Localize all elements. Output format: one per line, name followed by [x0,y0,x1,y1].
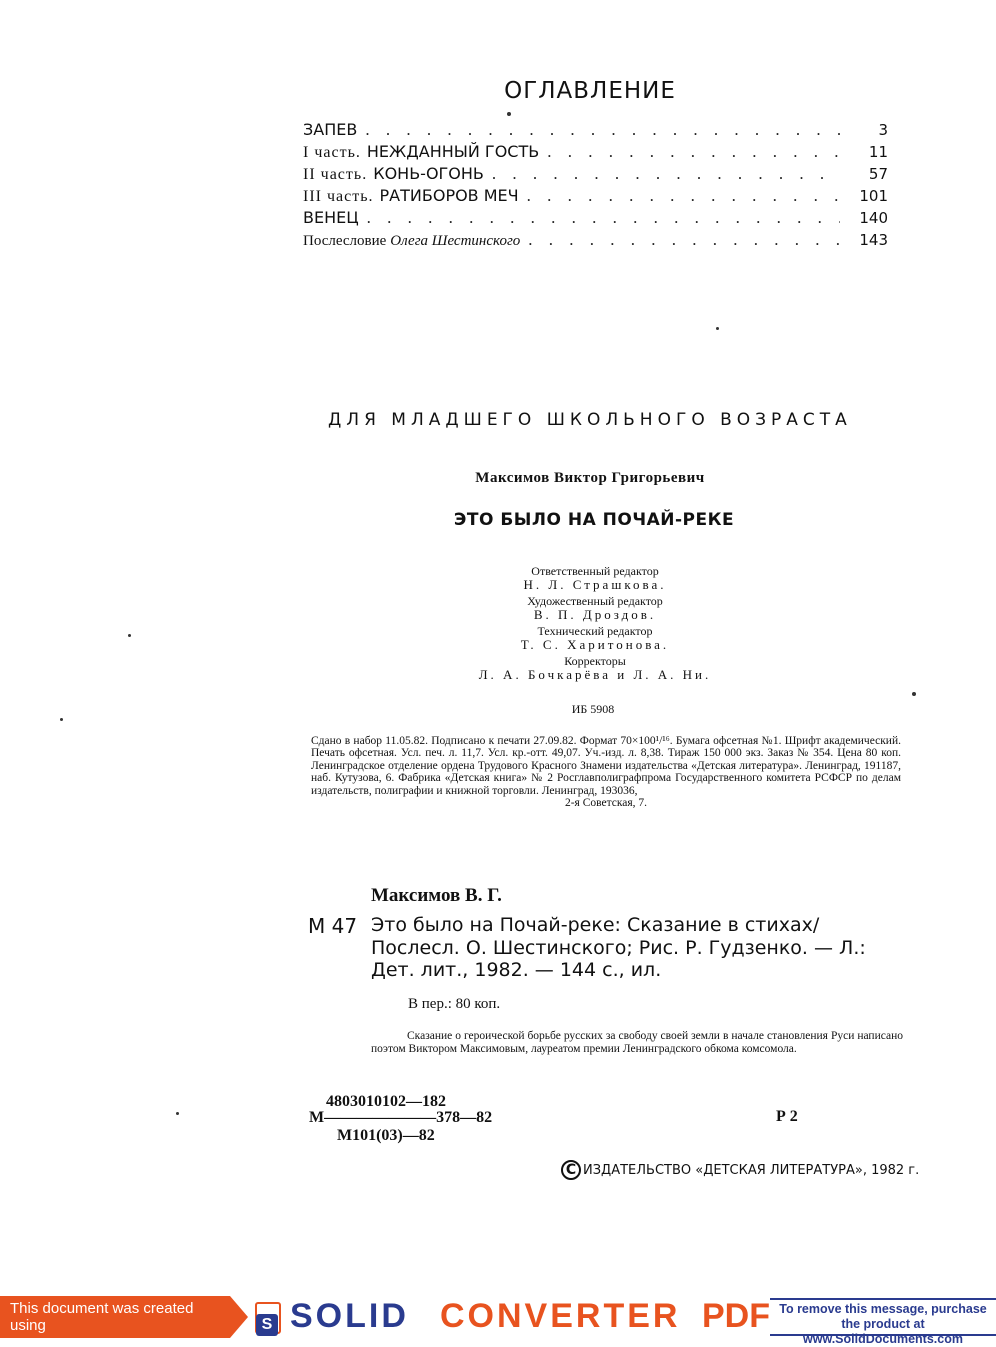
toc-entry-page: 101 [859,187,888,205]
banner-arrow-icon [230,1296,248,1338]
solid-logo-icon: S [256,1314,278,1336]
catalog-number-line: М———————378—82 [309,1109,493,1126]
scan-speck [176,1112,179,1115]
bib-line: Это было на Почай-реке: Сказание в стихах/ [371,914,820,936]
credit-role: Художественный редактор [527,594,663,608]
annotation: Сказание о героической борьбе русских за свободу своей земли в начале становления Руси написано поэтом Виктором Максимовым, лауреатом премии Ленинградского обкома комсомола. [371,1030,903,1055]
credits [0,565,996,685]
banner-left-text: This document was created using [0,1296,230,1338]
credit-name: Т. С. Харитонова. [520,637,670,652]
scan-speck [716,327,719,330]
book-title: ЭТО БЫЛО НА ПОЧАЙ-РЕКЕ [453,510,735,530]
toc-entry-page: 57 [868,165,888,183]
toc-leader-dots [527,186,840,206]
author-full-name: Максимов Виктор Григорьевич [475,470,705,486]
banner-purchase-link[interactable]: To remove this message, purchase the product at www.SolidDocuments.com [770,1298,996,1336]
scan-speck [912,692,916,696]
toc-entry [303,120,888,142]
toc-entry-page: 140 [859,209,888,227]
toc-entry-part: II часть. [303,166,368,183]
imprint-text: Сдано в набор 11.05.82. Подписано к печати 27.09.82. Формат 70×100¹/¹⁶. Бумага офсетная №1. Шрифт академический. Печать офсетная. Усл. печ. л. 11,7. Усл. кр.-отт. 49,07. Уч.-изд. л. 8,38. Тираж 150 000 экз. Заказ № 354. Цена 80 коп. Ленинградское отделение ордена Трудового Красного Знамени издательства «Детская литература». Ленинград, 191187, наб. Кутузова, 6. Фабрика «Детская книга» № 2 Росглавполиграфпрома Государственного комитета РСФСР по делам издательств, полиграфии и книжной торговли. Ленинград, 193036, [311,735,901,797]
brand-converter: CONVERTER [440,1297,681,1335]
classification-code: Р 2 [776,1108,798,1125]
toc-leader-dots [528,230,840,250]
scan-speck [507,112,511,116]
scan-speck [128,634,131,637]
toc-entry-part: I часть. [303,144,361,161]
brand-solid: SOLID [290,1297,409,1335]
imprint-text-last: 2-я Советская, 7. [564,797,648,810]
toc-entry [303,164,888,186]
bib-line: Дет. лит., 1982. — 144 с., ил. [371,959,662,981]
toc-entry-label: РАТИБОРОВ МЕЧ [379,186,519,205]
toc-leader-dots [547,142,840,162]
toc-entry-label: КОНЬ-ОГОНЬ [373,164,484,183]
toc-entry [303,230,888,252]
toc-entry [303,208,888,230]
toc-entry [303,186,888,208]
toc-title: ОГЛАВЛЕНИЕ [504,78,676,104]
catalog-code: М 47 [308,914,358,938]
copyright-icon: С [561,1160,581,1180]
toc-entry-label: НЕЖДАННЫЙ ГОСТЬ [366,142,540,161]
toc-entry-label: ЗАПЕВ [303,120,358,139]
bibliographic-entry [371,914,901,982]
catalog-price: В пер.: 80 коп. [408,996,501,1012]
toc-entry-page: 3 [878,121,888,139]
toc-entry-page: 143 [859,231,888,249]
credit-name: В. П. Дроздов. [533,607,657,622]
toc-leader-dots [367,208,840,228]
toc-leader-dots [365,120,840,140]
bib-line: Послесл. О. Шестинского; Рис. Р. Гудзенко. — Л.: [371,936,866,959]
scan-speck [60,718,63,721]
catalog-number-line: 4803010102—182 [326,1093,446,1110]
publisher-line [561,1160,919,1180]
table-of-contents [303,120,888,252]
toc-entry-label: ВЕНЕЦ [303,208,359,227]
credit-name: Л. А. Бочкарёва и Л. А. Ни. [478,667,712,682]
publisher-text: ИЗДАТЕЛЬСТВО «ДЕТСКАЯ ЛИТЕРАТУРА», 1982 г. [583,1162,920,1178]
ib-number: ИБ 5908 [571,702,615,716]
credit-role: Технический редактор [537,624,653,638]
toc-entry-page: 11 [868,143,888,161]
credit-role: Ответственный редактор [531,564,659,578]
toc-entry-part: Послесловие [303,233,387,249]
credit-name: Н. Л. Страшкова. [523,577,667,592]
brand-pdf: PDF [702,1297,770,1335]
catalog-number-line: М101(03)—82 [337,1127,435,1144]
toc-entry-part: III часть. [303,188,374,205]
toc-entry-label: Олега Шестинского [390,233,521,249]
toc-leader-dots [492,164,840,184]
audience-label: ДЛЯ МЛАДШЕГО ШКОЛЬНОГО ВОЗРАСТА [328,410,852,430]
toc-entry [303,142,888,164]
imprint-block [311,735,901,809]
catalog-author: Максимов В. Г. [371,885,502,906]
credit-role: Корректоры [564,654,626,668]
